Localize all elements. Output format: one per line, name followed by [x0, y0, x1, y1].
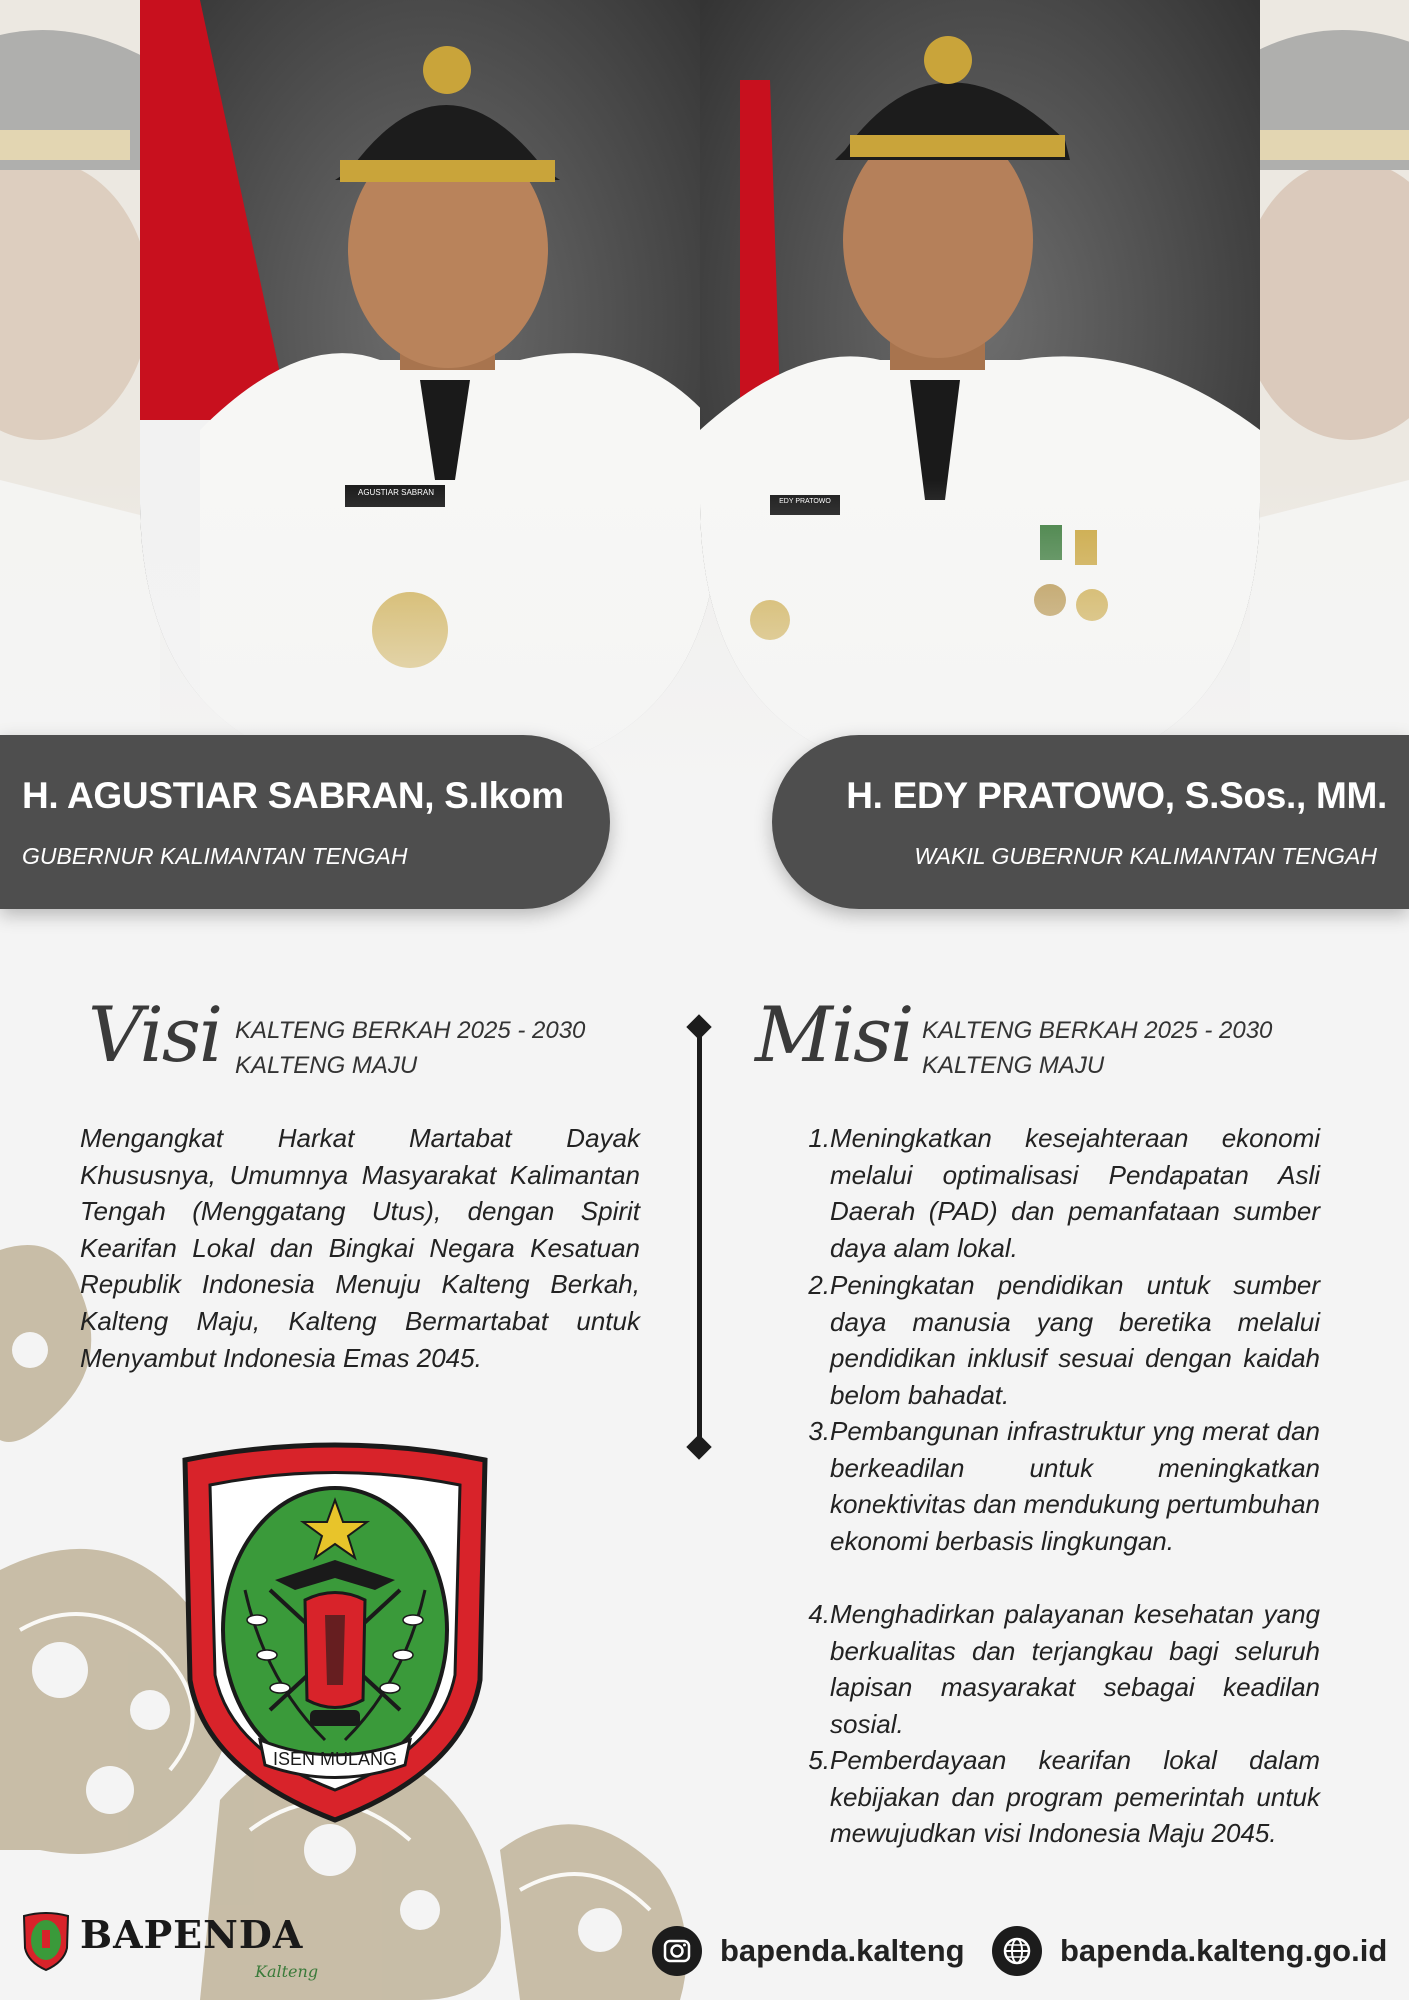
vice-governor-name-card — [772, 735, 1409, 909]
visi-text: Mengangkat Harkat Martabat Dayak Khususnya, Umumnya Masyarakat Kalimantan Tengah (Menggatang Utus), dengan Spirit Kearifan Lokal dan Bingkai Negara Kesatuan Republik Indonesia Menuju Kalteng Berkah, Kalteng Maju, Kalteng Bermartabat untuk Menyambut Indonesia Emas 2045. — [80, 1123, 640, 1373]
photo-background — [0, 0, 1409, 800]
misi-item — [800, 1742, 1320, 1852]
misi-item-number: 5. — [808, 1745, 830, 1775]
misi-item-text: Pemberdayaan kearifan lokal dalam kebijakan dan program pemerintah untuk mewujudkan visi Indonesia Maju 2045. — [830, 1745, 1320, 1849]
bapenda-emblem-icon — [22, 1912, 70, 1972]
bapenda-logo-emblem — [22, 1912, 70, 1972]
misi-subtitle-line-2: KALTENG MAJU — [922, 1052, 1105, 1079]
governor-name-badge: AGUSTIAR SABRAN — [357, 488, 434, 497]
vice-governor-name-badge: EDY PRATOWO — [779, 498, 831, 505]
misi-item-text: Menghadirkan palayanan kesehatan yang berkualitas dan terjangkau bagi seluruh lapisan masyarakat sebagai keadilan sosial. — [830, 1599, 1320, 1739]
governor-name: H. AGUSTIAR SABRAN, S.Ikom — [22, 775, 564, 816]
misi-item — [800, 1267, 1320, 1413]
emblem-motto: ISEN MULANG — [272, 1749, 398, 1769]
misi-subtitle-line-1: KALTENG BERKAH 2025 - 2030 — [922, 1017, 1273, 1044]
misi-heading: Misi — [755, 990, 913, 1079]
misi-item-text: Meningkatkan kesejahteraan ekonomi melalui optimalisasi Pendapatan Asli Daerah (PAD) dan pemanfataan sumber daya alam lokal. — [830, 1123, 1320, 1263]
governor-name-card — [0, 735, 610, 909]
misi-item-number: 4. — [808, 1599, 830, 1629]
misi-item-number: 3. — [808, 1416, 830, 1446]
visi-subtitle-line-2: KALTENG MAJU — [235, 1052, 418, 1079]
visi-heading: Visi — [88, 990, 222, 1079]
vice-governor-title: WAKIL GUBERNUR KALIMANTAN TENGAH — [914, 843, 1377, 869]
misi-item — [800, 1413, 1320, 1559]
column-divider — [697, 1020, 702, 1450]
misi-item-text: Peningkatan pendidikan untuk sumber daya manusia yang beretika melalui pendidikan inklusif sesuai dengan kaidah belom bahadat. — [830, 1270, 1320, 1410]
governor-title: GUBERNUR KALIMANTAN TENGAH — [22, 843, 408, 869]
instagram-handle-link[interactable]: bapenda.kalteng — [720, 1933, 965, 1968]
website-link[interactable]: bapenda.kalteng.go.id — [1060, 1933, 1388, 1968]
visi-subtitle-line-1: KALTENG BERKAH 2025 - 2030 — [235, 1017, 586, 1044]
leaders-photo-area — [0, 0, 1409, 800]
misi-item — [800, 1120, 1320, 1266]
misi-item — [800, 1596, 1320, 1742]
bapenda-logo-subtext: Kalteng — [255, 1962, 319, 1981]
misi-subtitle — [922, 1013, 1272, 1083]
vice-governor-name: H. EDY PRATOWO, S.Sos., MM. — [846, 775, 1387, 816]
bapenda-logo-text: BAPENDA — [80, 1912, 304, 1957]
divider-top-diamond — [686, 1014, 711, 1039]
globe-icon[interactable] — [992, 1926, 1042, 1976]
misi-item-number: 2. — [808, 1270, 830, 1300]
visi-subtitle — [235, 1013, 585, 1083]
camera-icon[interactable] — [652, 1926, 702, 1976]
kalteng-emblem — [175, 1440, 495, 1825]
misi-item-text: Pembangunan infrastruktur yng merat dan berkeadilan untuk meningkatkan konektivitas dan mendukung pertumbuhan ekonomi berbasis lingkungan. — [830, 1416, 1320, 1556]
misi-item-number: 1. — [808, 1123, 830, 1153]
